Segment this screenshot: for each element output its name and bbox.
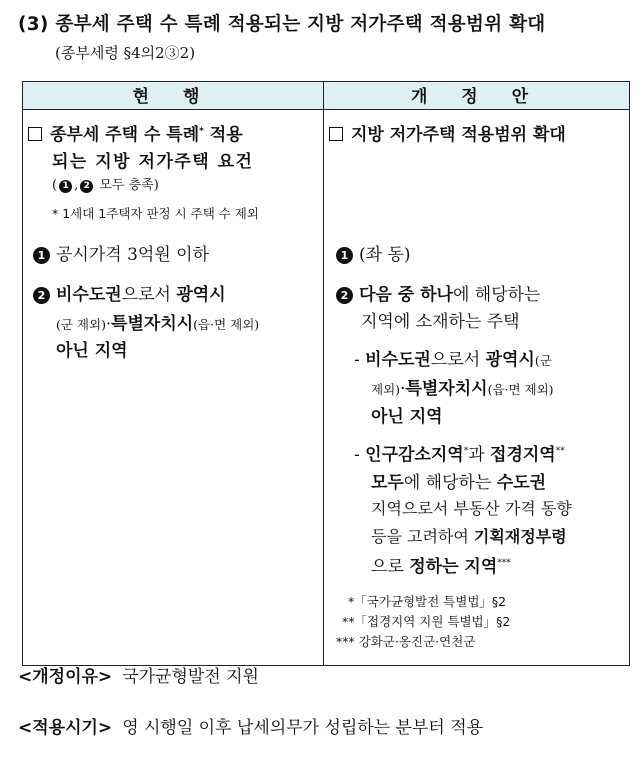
- amendment-sub-2-line2: 모두에 해당하는 수도권: [371, 473, 547, 493]
- amendment-sub-1-line3: 아닌 지역: [371, 407, 443, 427]
- amendment-sub-2-line5: 으로 정하는 지역***: [371, 557, 511, 577]
- current-item-2-line2: (군 제외)·특별자치시(읍·면 제외): [56, 314, 260, 334]
- header-current: 현 행: [23, 82, 324, 110]
- amendment-cell: [324, 110, 630, 666]
- circled-number-icon: 1: [33, 247, 50, 264]
- amendment-sub-2-line3: 지역으로서 부동산 가격 동향: [371, 499, 572, 518]
- circled-number-icon: 1: [336, 247, 353, 264]
- footnote-2: **「접경지역 지원 특별법」§2: [342, 614, 511, 629]
- circled-number-icon: 1: [59, 180, 72, 193]
- effective-text: 영 시행일 이후 납세의무가 성립하는 분부터 적용: [122, 718, 484, 738]
- amendment-sub-2: - 인구감소지역*과 접경지역**: [354, 445, 565, 465]
- effective-line: [18, 713, 483, 738]
- current-item-1: 1 공시가격 3억원 이하: [33, 240, 209, 265]
- amendment-item-2: 2 다음 중 하나에 해당하는: [336, 280, 540, 305]
- current-heading-line2: 되는 지방 저가주택 요건: [52, 152, 254, 172]
- condition-note: ( 1 , 2 모두 충족): [52, 178, 159, 193]
- footnote-3: *** 강화군·옹진군·연천군: [336, 634, 476, 649]
- reason-label: <개정이유>: [18, 667, 113, 687]
- amendment-item-2-line2: 지역에 소재하는 주택: [361, 312, 520, 332]
- header-amendment: 개 정 안: [324, 82, 630, 110]
- effective-label: <적용시기>: [18, 718, 113, 738]
- circled-number-icon: 2: [336, 287, 353, 304]
- current-item-2-line3: 아닌 지역: [56, 341, 128, 361]
- amendment-sub-1-line2: 제외)·특별자치시(읍·면 제외): [371, 379, 554, 399]
- amendment-sub-1: - 비수도권으로서 광역시(군: [354, 350, 552, 370]
- reason-text: 국가균형발전 지원: [122, 667, 259, 687]
- amendment-heading: 지방 저가주택 적용범위 확대: [329, 120, 566, 145]
- legal-reference: (종부세령 §4의2③2): [55, 44, 196, 62]
- circled-number-icon: 2: [33, 287, 50, 304]
- comparison-table: [22, 81, 630, 666]
- amendment-item-1: 1 (좌 동): [336, 240, 411, 265]
- checkbox-square-icon: [329, 127, 343, 141]
- reason-line: [18, 662, 259, 687]
- section-title: (3) 종부세 주택 수 특례 적용되는 지방 저가주택 적용범위 확대: [18, 14, 546, 35]
- circled-number-icon: 2: [80, 180, 93, 193]
- current-item-2: 2 비수도권으로서 광역시: [33, 280, 226, 305]
- current-cell: [23, 110, 324, 666]
- footnote-current: * 1세대 1주택자 판정 시 주택 수 제외: [52, 206, 259, 221]
- footnote-1: *「국가균형발전 특별법」§2: [348, 594, 507, 609]
- current-heading: 종부세 주택 수 특례* 적용: [28, 120, 243, 145]
- checkbox-square-icon: [28, 127, 42, 141]
- amendment-sub-2-line4: 등을 고려하여 기획재정부령: [371, 527, 567, 546]
